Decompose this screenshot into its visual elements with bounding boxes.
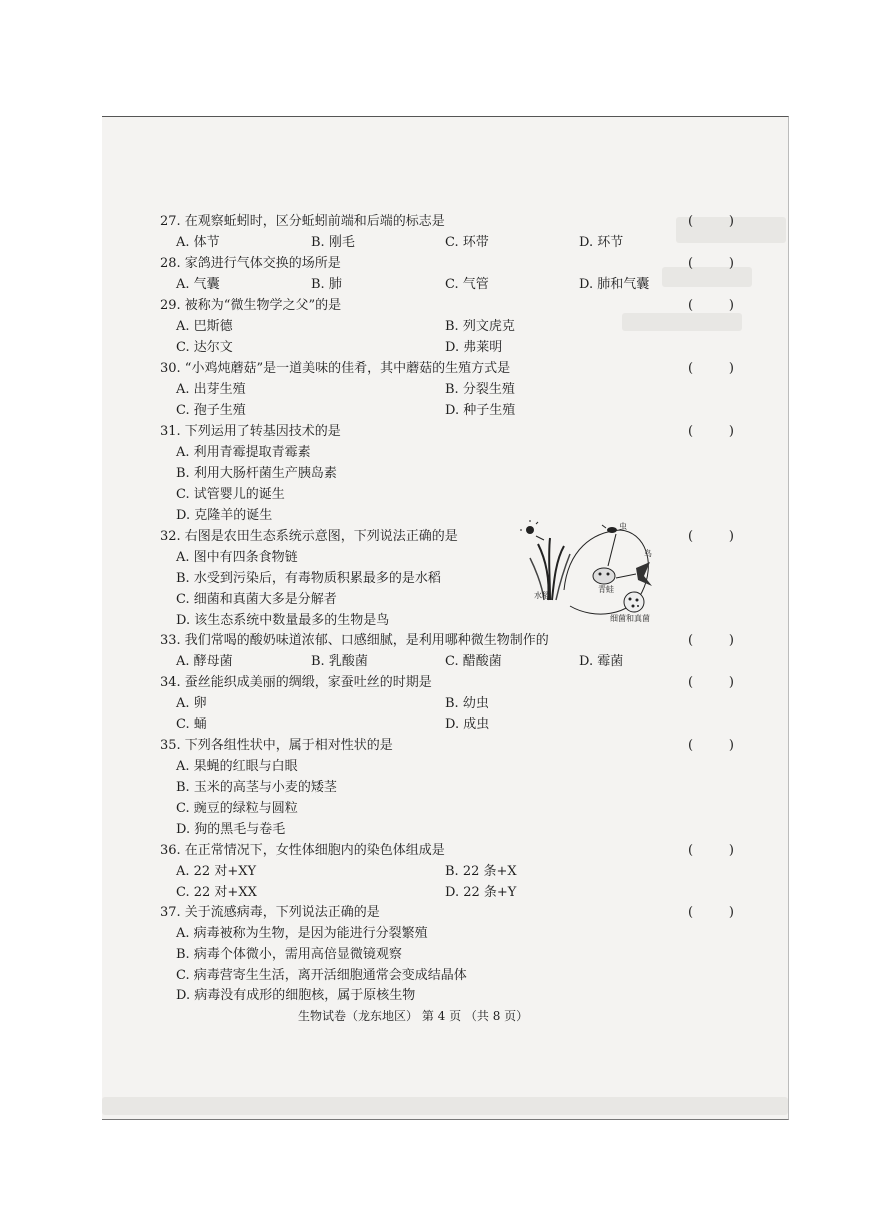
q28-option-d: D. 肺和气囊 (579, 277, 650, 292)
answer-bracket-28[interactable]: ( ) (688, 256, 734, 271)
answer-bracket-32[interactable]: ( ) (688, 529, 734, 544)
q30-option-c: C. 孢子生殖 (176, 403, 246, 418)
farmland-ecosystem-diagram (520, 520, 660, 624)
q36-option-b: B. 22 条+X (445, 864, 517, 879)
bacteria-fungi-icon (624, 592, 644, 612)
question-36-stem: 36. 在正常情况下，女性体细胞内的染色体组成是 (160, 843, 445, 858)
question-27-stem: 27. 在观察蚯蚓时，区分蚯蚓前端和后端的标志是 (160, 214, 445, 229)
q34-option-a: A. 卵 (176, 696, 207, 711)
q28-option-a: A. 气囊 (176, 277, 220, 292)
answer-bracket-35[interactable]: ( ) (688, 738, 734, 753)
q35-option-d: D. 狗的黑毛与卷毛 (176, 822, 286, 837)
q30-option-b: B. 分裂生殖 (445, 382, 515, 397)
question-30-stem: 30. “小鸡炖蘑菇”是一道美味的佳肴，其中蘑菇的生殖方式是 (160, 361, 511, 376)
q33-option-c: C. 醋酸菌 (445, 654, 502, 669)
q35-option-a: A. 果蝇的红眼与白眼 (176, 759, 298, 774)
question-31-stem: 31. 下列运用了转基因技术的是 (160, 424, 341, 439)
question-37-stem: 37. 关于流感病毒，下列说法正确的是 (160, 905, 380, 920)
question-33-stem: 33. 我们常喝的酸奶味道浓郁、口感细腻，是利用哪种微生物制作的 (160, 633, 549, 648)
q36-option-a: A. 22 对+XY (176, 864, 257, 879)
q28-option-b: B. 肺 (311, 277, 342, 292)
answer-bracket-36[interactable]: ( ) (688, 843, 734, 858)
page-footer: 生物试卷（龙东地区） 第 4 页 （共 8 页） (298, 1009, 529, 1023)
q31-option-b: B. 利用大肠杆菌生产胰岛素 (176, 466, 337, 481)
q29-option-b: B. 列文虎克 (445, 319, 515, 334)
question-29-stem: 29. 被称为“微生物学之父”的是 (160, 298, 342, 313)
q36-option-c: C. 22 对+XX (176, 885, 257, 900)
q34-option-c: C. 蛹 (176, 717, 207, 732)
question-28-stem: 28. 家鸽进行气体交换的场所是 (160, 256, 341, 271)
q32-option-b: B. 水受到污染后，有毒物质积累最多的是水稻 (176, 571, 441, 586)
q29-option-a: A. 巴斯德 (176, 319, 233, 334)
q32-option-a: A. 图中有四条食物链 (176, 550, 298, 565)
question-35-stem: 35. 下列各组性状中，属于相对性状的是 (160, 738, 393, 753)
q31-option-a: A. 利用青霉提取青霉素 (176, 445, 311, 460)
bird-icon (636, 562, 652, 586)
diagram-label-bird: 鸟 (644, 549, 652, 558)
q31-option-c: C. 试管婴儿的诞生 (176, 487, 285, 502)
q30-option-d: D. 种子生殖 (445, 403, 516, 418)
q37-option-d: D. 病毒没有成形的细胞核，属于原核生物 (176, 988, 416, 1003)
answer-bracket-29[interactable]: ( ) (688, 298, 734, 313)
question-34-stem: 34. 蚕丝能织成美丽的绸缎，家蚕吐丝的时期是 (160, 675, 432, 690)
q37-option-a: A. 病毒被称为生物，是因为能进行分裂繁殖 (176, 926, 428, 941)
q35-option-c: C. 豌豆的绿粒与圆粒 (176, 801, 298, 816)
arrow-frog-bird (616, 574, 636, 578)
q27-option-d: D. 环节 (579, 235, 624, 250)
q34-option-d: D. 成虫 (445, 717, 490, 732)
diagram-label-frog: 青蛙 (598, 585, 614, 594)
diagram-label-insect: 虫 (619, 522, 627, 531)
q35-option-b: B. 玉米的高茎与小麦的矮茎 (176, 780, 337, 795)
q36-option-d: D. 22 条+Y (445, 885, 517, 900)
q30-option-a: A. 出芽生殖 (176, 382, 246, 397)
answer-bracket-27[interactable]: ( ) (688, 214, 734, 229)
q37-option-c: C. 病毒营寄生生活，离开活细胞通常会变成结晶体 (176, 968, 467, 983)
q27-option-a: A. 体节 (176, 235, 220, 250)
answer-bracket-31[interactable]: ( ) (688, 424, 734, 439)
frog-icon (593, 568, 615, 584)
q29-option-c: C. 达尔文 (176, 340, 233, 355)
diagram-label-rice: 水稻 (534, 591, 550, 600)
answer-bracket-37[interactable]: ( ) (688, 905, 734, 920)
insect-icon (602, 525, 617, 533)
answer-bracket-33[interactable]: ( ) (688, 633, 734, 648)
q28-option-c: C. 气管 (445, 277, 489, 292)
question-32-stem: 32. 右图是农田生态系统示意图，下列说法正确的是 (160, 529, 458, 544)
q33-option-b: B. 乳酸菌 (311, 654, 368, 669)
q29-option-d: D. 弗莱明 (445, 340, 503, 355)
q27-option-b: B. 刚毛 (311, 235, 355, 250)
q32-option-d: D. 该生态系统中数量最多的生物是鸟 (176, 613, 390, 628)
q32-option-c: C. 细菌和真菌大多是分解者 (176, 592, 337, 607)
diagram-label-decomposer: 细菌和真菌 (610, 614, 650, 623)
arrow-insect-frog (608, 534, 616, 566)
q34-option-b: B. 幼虫 (445, 696, 489, 711)
q33-option-a: A. 酵母菌 (176, 654, 233, 669)
sun-icon (520, 520, 544, 540)
q33-option-d: D. 霉菌 (579, 654, 624, 669)
q31-option-d: D. 克隆羊的诞生 (176, 508, 273, 523)
answer-bracket-30[interactable]: ( ) (688, 361, 734, 376)
q37-option-b: B. 病毒个体微小，需用高倍显微镜观察 (176, 947, 402, 962)
answer-bracket-34[interactable]: ( ) (688, 675, 734, 690)
q27-option-c: C. 环带 (445, 235, 489, 250)
